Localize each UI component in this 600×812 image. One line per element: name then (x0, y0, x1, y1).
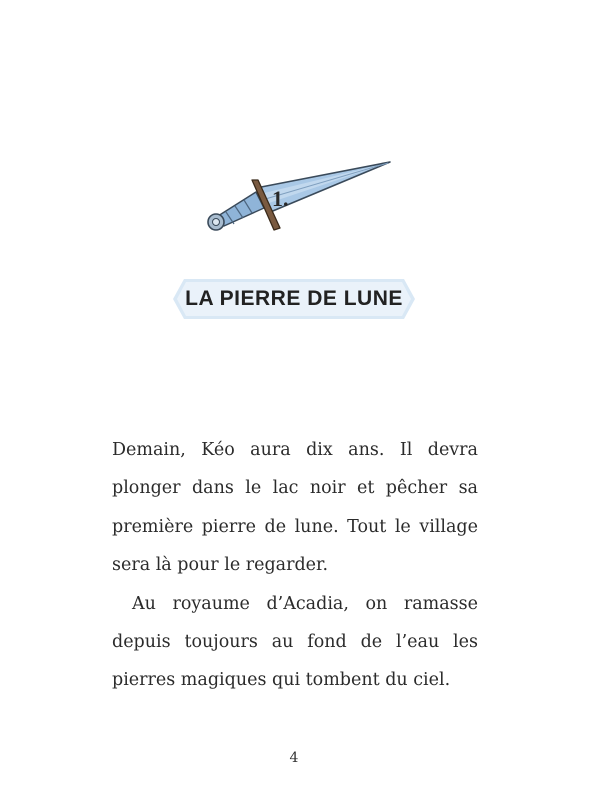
page-number: 4 (289, 750, 299, 766)
paragraph-1: Demain, Kéo aura dix ans. Il devra plonger dans le lac noir et pêcher sa première pierre de lune. Tout le village sera là pour le regarder. (112, 440, 478, 576)
paragraph-2: Au royaume d’Acadia, on ramasse depuis toujours au fond de l’eau les pierres magiques qui tombent du ciel. (112, 593, 478, 691)
chapter-number: 1. (272, 186, 289, 211)
dagger-icon (198, 150, 398, 240)
chapter-title-banner (172, 278, 416, 320)
chapter-title: LA PIERRE DE LUNE (185, 287, 403, 310)
body-text (112, 431, 478, 700)
